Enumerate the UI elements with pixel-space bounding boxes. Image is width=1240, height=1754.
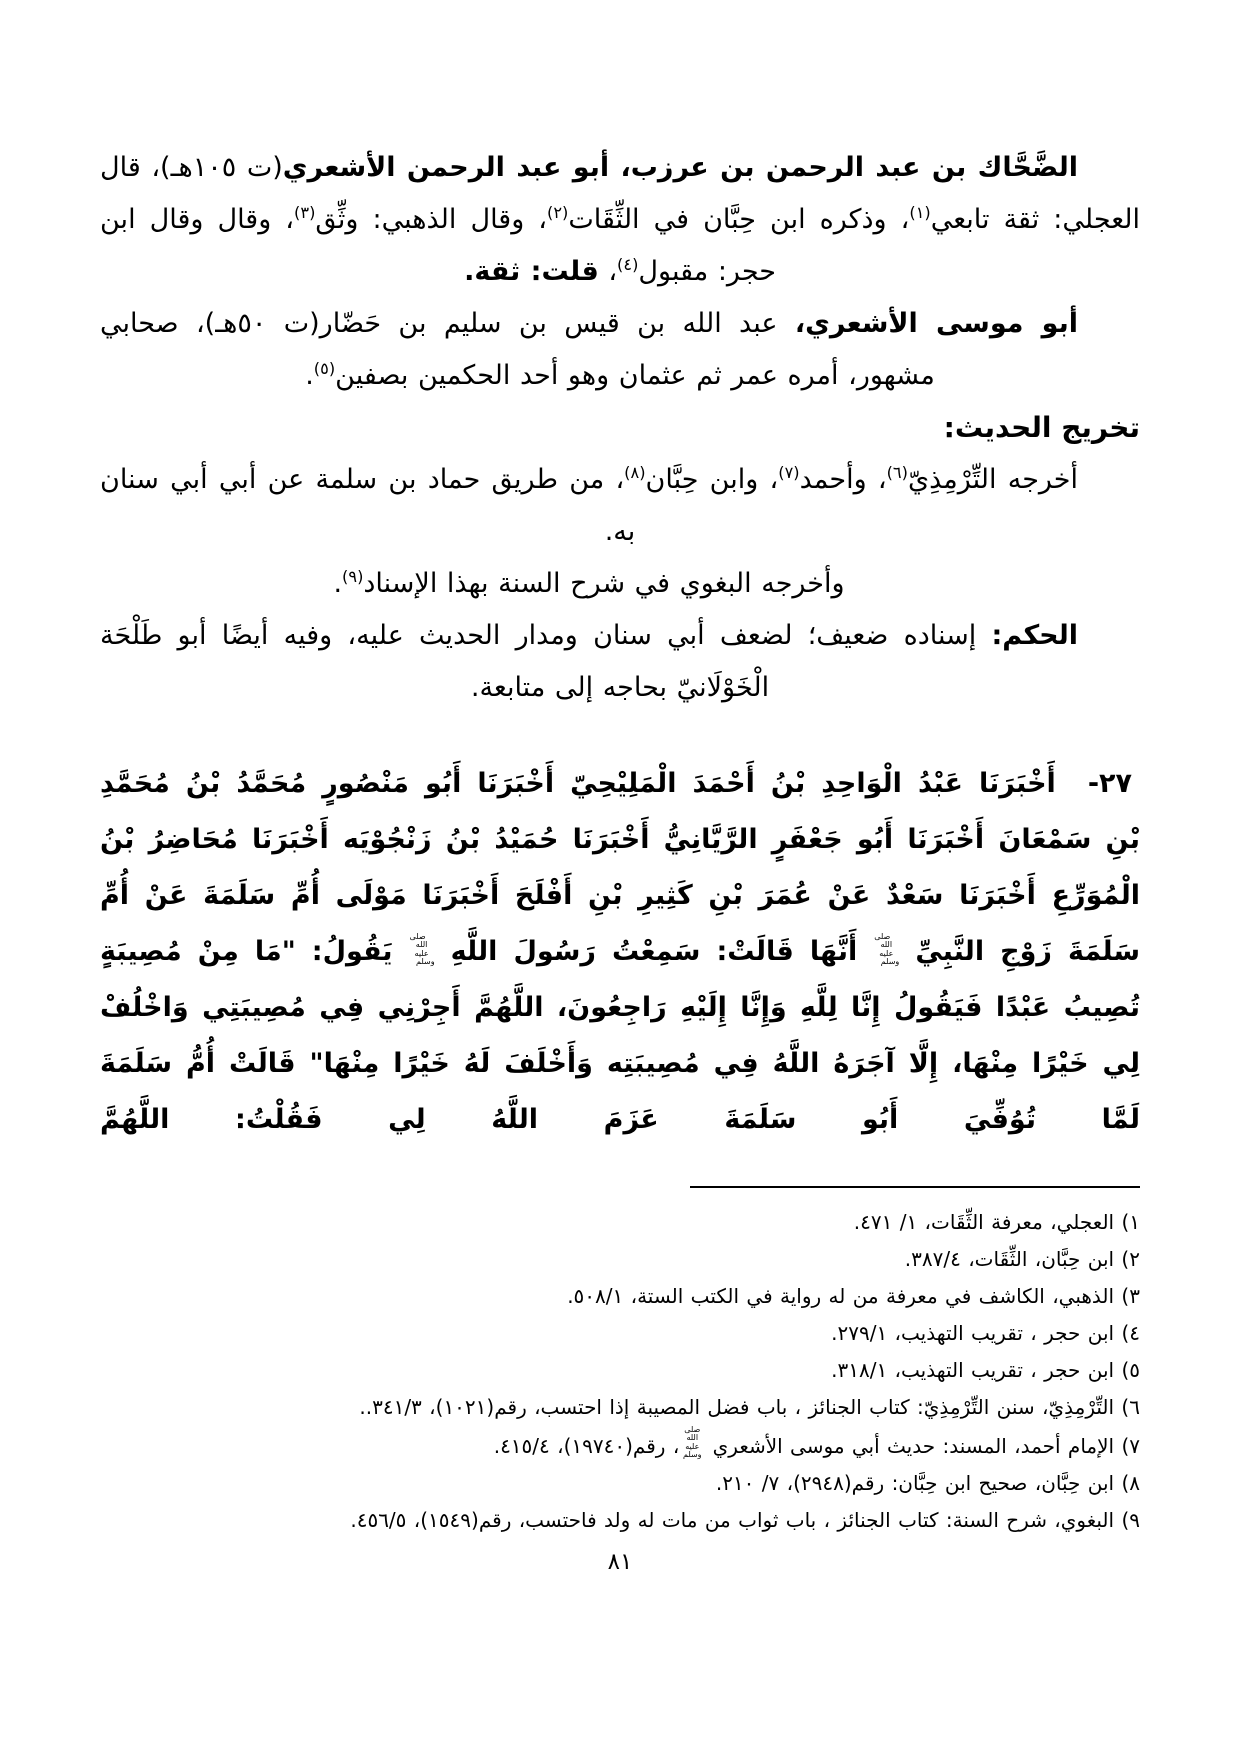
footnote-8 <box>100 1465 1140 1502</box>
text-segment: ٥) ابن حجر ، تقريب التهذيب، ٣١٨/١. <box>831 1358 1140 1382</box>
text-segment: قلت: ثقة. <box>464 256 599 287</box>
footnote-ref: (٤) <box>617 255 639 274</box>
takhrij-heading <box>100 402 1140 454</box>
text-segment: ، رقم(١٩٧٤٠)، ٤١٥/٤. <box>493 1434 680 1459</box>
text-segment: أَنَّهَا قَالَتْ: سَمِعْتُ رَسُولَ اللَّهِ <box>434 936 874 967</box>
text-segment: ٩) البغوي، شرح السنة: كتاب الجنائز ، باب ثواب من مات له ولد فاحتسب، رقم(١٥٤٩)، ٤٥٦/٥. <box>350 1508 1140 1533</box>
text-segment: ٤) ابن حجر ، تقريب التهذيب، ٢٧٩/١. <box>831 1321 1140 1345</box>
pbuh-seal: صلى الله عليه وسلم <box>874 931 900 966</box>
bio-paragraph-abu-musa <box>100 298 1140 402</box>
text-segment: عبد الله بن قيس بن سليم بن حَضّار(ت ٥٠هـ)، صحابي مشهور، أمره عمر ثم عثمان وهو أحد الحكمين بصفين <box>100 308 935 391</box>
footnote-2 <box>100 1241 1140 1278</box>
body-paragraph-host <box>100 142 1140 1148</box>
footnote-5 <box>100 1352 1140 1389</box>
text-segment: الضَّحَّاك بن عبد الرحمن بن عرزب، أبو عبد الرحمن الأشعري <box>282 152 1078 183</box>
bio-paragraph-aldahhak <box>100 142 1140 298</box>
footnote-9 <box>100 1502 1140 1539</box>
text-segment: إسناده ضعيف؛ لضعف أبي سنان ومدار الحديث عليه، وفيه أيضًا أبو طَلْحَة الْخَوْلَانيّ بحاجه إلى متابعة. <box>100 620 992 703</box>
text-segment: ، من طريق حماد بن سلمة عن أبي أبي سنان به. <box>100 464 636 547</box>
text-segment: ٨) ابن حِبَّان، صحيح ابن حِبَّان: رقم(٢٩٤٨)، ٧/ ٢١٠. <box>715 1471 1140 1496</box>
pbuh-seal: صلى الله عليه وسلم <box>683 1425 702 1460</box>
text-segment: ، وقال وقال ابن حجر: مقبول <box>100 204 776 287</box>
text-segment: ، <box>598 256 618 287</box>
footnote-area <box>100 1186 1140 1539</box>
text-segment: ، وأحمد <box>799 464 887 495</box>
text-segment: ، وذكره ابن حِبَّان في الثِّقَات <box>568 204 910 235</box>
text-segment: وأخرجه البغوي في شرح السنة بهذا الإسناد <box>363 568 845 599</box>
text-segment: ، وقال الذهبي: وثِّق <box>315 204 548 235</box>
text-segment: ٢) ابن حِبَّان، الثِّقَات، ٣٨٧/٤. <box>904 1247 1140 1271</box>
footnote-host <box>100 1204 1140 1539</box>
footnote-ref: (١) <box>909 203 931 222</box>
text-segment: ، وابن حِبَّان <box>645 464 779 495</box>
pbuh-seal: صلى الله عليه وسلم <box>409 931 435 966</box>
footnote-3 <box>100 1278 1140 1315</box>
hadith-entry-27 <box>100 756 1140 1148</box>
text-segment: أَخْبَرَنَا عَبْدُ الْوَاحِدِ بْنُ أَحْمَدَ الْمَلِيْحِيّ أَخْبَرَنَا أَبُو مَنْصُورٍ مُحَمَّدُ بْنُ مُحَمَّدِ بْنِ سَمْعَانَ أَخْبَرَنَا أَبُو جَعْفَرٍ الرَّيَّانِيُّ أَخْبَرَنَا حُمَيْدُ بْنُ زَنْجُوْيَه أَخْبَرَنَا مُحَاضِرُ بْنُ الْمُوَرِّعِ أَخْبَرَنَا سَعْدٌ عَنْ عُمَرَ بْنِ كَثِيرِ بْنِ أَفْلَحَ أَخْبَرَنَا مَوْلَى أُمِّ سَلَمَةَ عَنْ أُمِّ سَلَمَةَ زَوْجِ النَّبِيِّ <box>100 768 1141 967</box>
footnote-ref: (٥) <box>313 359 336 378</box>
text-segment: أخرجه التِّرْمِذِيّ <box>907 464 1078 495</box>
text-segment: تخريج الحديث: <box>943 411 1140 444</box>
text-segment: ٧) الإمام أحمد، المسند: حديث أبي موسى الأشعري <box>705 1434 1140 1459</box>
footnote-ref: (٨) <box>624 463 646 482</box>
text-segment: أبو موسى الأشعري، <box>794 308 1078 339</box>
page-number: ٨١ <box>607 1549 633 1576</box>
footnote-ref: (٢) <box>547 203 569 222</box>
footnote-ref: (٣) <box>294 203 316 222</box>
text-segment: ٣) الذهبي، الكاشف في معرفة من له رواية في الكتب الستة، ٥٠٨/١. <box>567 1284 1140 1308</box>
text-segment: الحكم: <box>991 620 1078 651</box>
text-segment: ٢٧- <box>1071 768 1133 799</box>
text-segment: . <box>333 568 343 599</box>
takhrij-paragraph <box>100 454 1140 558</box>
footnote-4 <box>100 1315 1140 1352</box>
footnote-ref: (٩) <box>342 567 364 586</box>
hukm-paragraph <box>100 610 1140 714</box>
footnote-ref: (٧) <box>778 463 800 482</box>
text-segment: ١) العجلي، معرفة الثِّقَات، ١/ ٤٧١. <box>853 1210 1140 1234</box>
text-segment: ٦) التِّرْمِذِيّ، سنن التِّرْمِذِيّ: كتاب الجنائز ، باب فضل المصيبة إذا احتسب، رقم(١٠٢١)، ٣٤١/٣.. <box>359 1395 1140 1419</box>
footnote-ref: (٦) <box>886 463 908 482</box>
text-segment: . <box>305 360 314 391</box>
footnote-6 <box>100 1389 1140 1426</box>
footnote-1 <box>100 1204 1140 1241</box>
text-segment: (ت ١٠٥هـ)، قال العجلي: ثقة تابعي <box>100 152 1140 235</box>
footnote-separator <box>690 1186 1140 1188</box>
footnote-7 <box>100 1426 1140 1465</box>
baghawi-paragraph <box>100 558 1140 610</box>
text-segment: يَقُولُ: "مَا مِنْ مُصِيبَةٍ تُصِيبُ عَبْدًا فَيَقُولُ إِنَّا لِلَّهِ وَإِنَّا إِلَيْهِ رَاجِعُونَ، اللَّهُمَّ أَجِرْنِي فِي مُصِيبَتِي وَاخْلُفْ لِي خَيْرًا مِنْهَا، إِلَّا آجَرَهُ اللَّهُ فِي مُصِيبَتِه وَأَخْلَفَ لَهُ خَيْرًا مِنْهَا" قَالَتْ أُمُّ سَلَمَةَ لَمَّا تُوُفِّيَ أَبُو سَلَمَةَ عَزَمَ اللَّهُ لِي فَقُلْتُ: اللَّهُمَّ <box>100 936 1140 1135</box>
